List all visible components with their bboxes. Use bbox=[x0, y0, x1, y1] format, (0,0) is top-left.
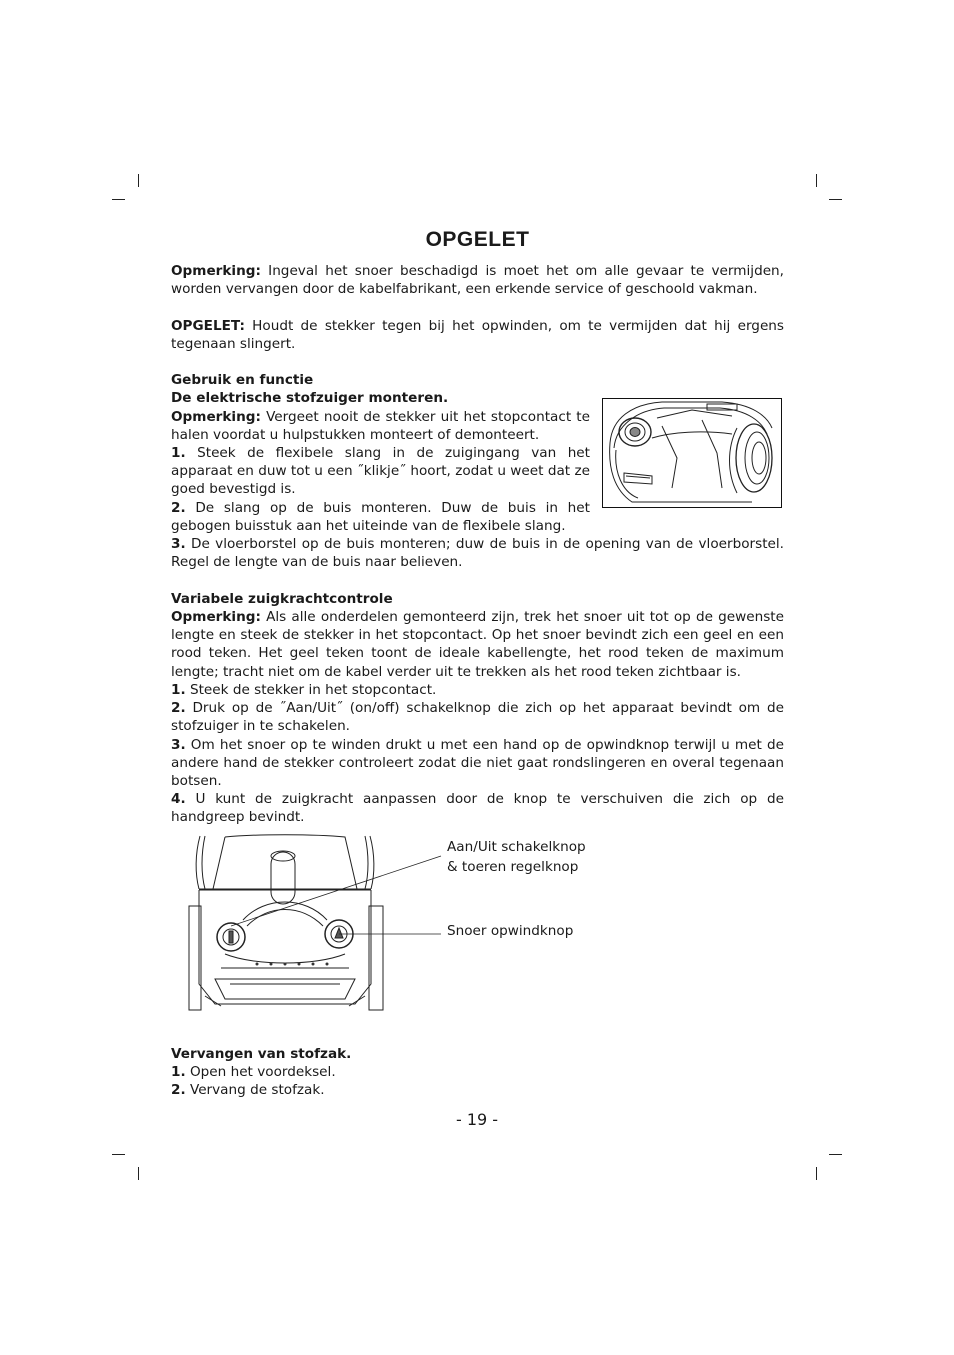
step-text: U kunt de zuigkracht aanpassen door de knop te verschuiven die zich op de handgreep bevindt. bbox=[171, 791, 784, 826]
callout-text: & toeren regelknop bbox=[447, 858, 579, 875]
step-number: 1. bbox=[171, 445, 186, 461]
step-number: 3. bbox=[171, 536, 186, 552]
warning-text: Houdt de stekker tegen bij het opwinden, om te vermijden dat hij ergens tegenaan slingert. bbox=[171, 318, 784, 353]
assembly-step-2 bbox=[171, 499, 590, 535]
suction-step-1 bbox=[171, 681, 784, 699]
note-label: Opmerking: bbox=[171, 609, 261, 625]
section-heading-bag: Vervangen van stofzak. bbox=[171, 1046, 352, 1062]
step-number: 2. bbox=[171, 700, 186, 716]
bag-step-1 bbox=[171, 1063, 784, 1081]
crop-mark bbox=[829, 199, 842, 200]
assembly-step-1 bbox=[171, 444, 590, 499]
step-text: Druk op de ˝Aan/Uit˝ (on/off) schakelknop die zich op het apparaat bevindt om de stofzuiger in te schakelen. bbox=[171, 700, 784, 735]
assembly-note bbox=[171, 408, 590, 444]
step-number: 4. bbox=[171, 791, 186, 807]
crop-mark bbox=[112, 1154, 125, 1155]
step-text: De slang op de buis monteren. Duw de buis in het gebogen buisstuk aan het uiteinde van de flexibele slang. bbox=[171, 500, 590, 535]
step-number: 1. bbox=[171, 1064, 186, 1080]
note-label: Opmerking: bbox=[171, 263, 261, 279]
warning-note bbox=[171, 317, 784, 353]
step-number: 2. bbox=[171, 1082, 186, 1098]
step-text: Om het snoer op te winden drukt u met een hand op de opwindknop terwijl u met de andere hand de stekker controleert zodat die niet gaat rondslingeren en overal tegenaan botsen. bbox=[171, 737, 784, 790]
note-label: Opmerking: bbox=[171, 409, 261, 425]
note-text: Als alle onderdelen gemonteerd zijn, trek het snoer uit tot op de gewenste lengte en steek de stekker in het stopcontact. Op het snoer bevindt zich een geel en een rood teken. Het geel teken toont de ideale kabellengte, het rood teken de maximum lengte; tracht niet om de kabel verder uit te trekken als het rood teken zichtbaar is. bbox=[171, 609, 784, 680]
step-text: Steek de stekker in het stopcontact. bbox=[185, 682, 437, 698]
vacuum-front-illustration bbox=[185, 834, 445, 1014]
crop-mark bbox=[138, 174, 139, 187]
switch-callout bbox=[447, 838, 586, 877]
cord-callout: Snoer opwindknop bbox=[447, 923, 574, 939]
suction-step-2 bbox=[171, 699, 784, 735]
step-text: Steek de flexibele slang in de zuigingang van het apparaat en duw tot u een ˝klikje˝ hoort, zodat u weet dat ze goed bevestigd is. bbox=[171, 445, 590, 498]
step-text: Open het voordeksel. bbox=[185, 1064, 336, 1080]
warning-label: OPGELET: bbox=[171, 318, 245, 334]
suction-note bbox=[171, 608, 784, 681]
suction-step-3 bbox=[171, 736, 784, 791]
crop-mark bbox=[816, 1167, 817, 1180]
callout-text: Aan/Uit schakelknop bbox=[447, 839, 586, 855]
suction-step-4 bbox=[171, 790, 784, 826]
step-text: Vervang de stofzak. bbox=[185, 1082, 325, 1098]
step-number: 2. bbox=[171, 500, 186, 516]
section-subheading-assembly: De elektrische stofzuiger monteren. bbox=[171, 390, 449, 406]
crop-mark bbox=[138, 1167, 139, 1180]
crop-mark bbox=[816, 174, 817, 187]
section-heading-usage: Gebruik en functie bbox=[171, 372, 314, 388]
note-text: Vergeet nooit de stekker uit het stopcontact te halen voordat u hulpstukken monteert of demonteert. bbox=[171, 409, 590, 444]
crop-mark bbox=[112, 199, 125, 200]
bag-step-2 bbox=[171, 1081, 784, 1099]
page-title: OPGELET bbox=[425, 228, 530, 251]
page-number: - 19 - bbox=[455, 1110, 499, 1129]
step-number: 1. bbox=[171, 682, 186, 698]
vacuum-top-illustration bbox=[602, 398, 782, 508]
intro-note bbox=[171, 262, 784, 298]
note-text: Ingeval het snoer beschadigd is moet het om alle gevaar te vermijden, worden vervangen door de kabelfabrikant, een erkende service of geschoold vakman. bbox=[171, 263, 784, 298]
step-text: De vloerborstel op de buis monteren; duw de buis in de opening van de vloerborstel. Regel de lengte van de buis naar believen. bbox=[171, 536, 784, 571]
assembly-step-3 bbox=[171, 535, 784, 571]
step-number: 3. bbox=[171, 737, 186, 753]
crop-mark bbox=[829, 1154, 842, 1155]
section-heading-suction: Variabele zuigkrachtcontrole bbox=[171, 591, 393, 607]
